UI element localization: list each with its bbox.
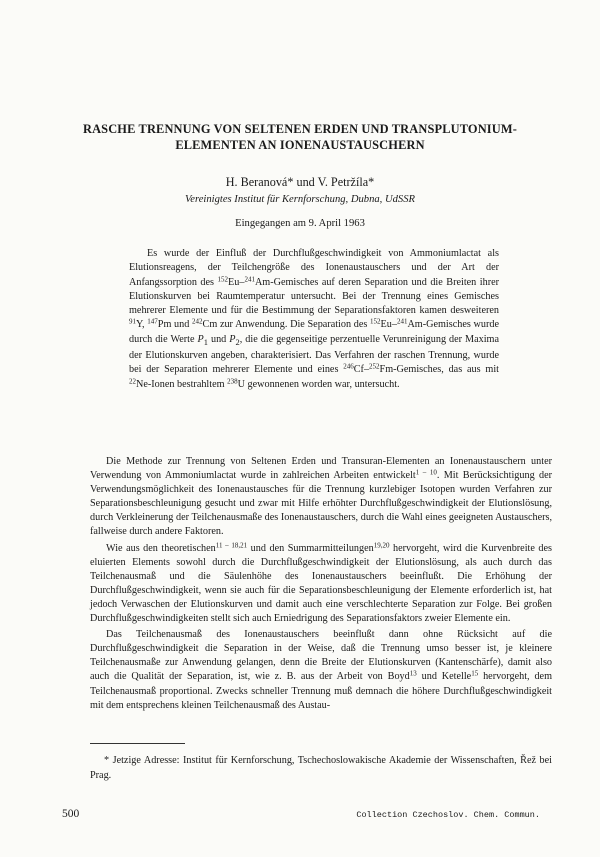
page-number: 500 — [62, 808, 80, 820]
received-date: Eingegangen am 9. April 1963 — [235, 218, 365, 229]
abstract-paragraph: Es wurde der Einfluß der Durchflußgeschwindigkeit von Ammoniumlactat als Elutionsreagens, der Teilchengröße des Ionenaustauschers und der Art der Anfangssorption des $^{152}$Eu–$^{241}$Am-Gemisches auf deren Separation und die Breiten ihrer Elutionskurven bei Raumtemperatur untersucht. Bei der Trennung eines Gemisches mehrerer Elemente und für die Bestimmung der Separationsfaktoren kamen desweiteren $^{91}$Y, $^{147}$Pm und $^{242}$Cm zur Anwendung. Die Separation des $^{152}$Eu–$^{241}$Am-Gemisches wurde durch die Werte $P_1$ und $P_2$, die die gegenseitige perzentuelle Verunreinigung der Maxima der Elutionskurven angeben, charakterisiert. Das Verfahren der raschen Trennung, wurde bei der Separation mehrerer Elemente und eines $^{246}$Cf–$^{252}$Fm-Gemisches, das aus mit $^{22}$Ne-Ionen bestrahltem $^{238}$U gewonnenen worden war, untersucht. — [129, 248, 500, 390]
author-affiliation: Vereinigtes Institut für Kernforschung, Dubna, UdSSR — [184, 194, 415, 205]
body-text — [90, 455, 552, 715]
body-paragraph-1: Die Methode zur Trennung von Seltenen Erden und Transuran-Elementen an Ionenaustauschern unter Verwendung von Ammoniumlactat wurde in zahlreichen Arbeiten entwickelt$^{1 - 10}$. Mit Berücksichtigung der Verwendungsmöglichkeit des Ionenaustausches für die Trennung kurzlebiger Isotopen wurden Verfahren zur Separationsbeschleunigung gesucht und zwar mit Hilfe erhöhter Durchflußgeschwindigkeit der Elutionslösung, durch Verkleinerung der Teilchenausmaße des Ionenaustauschers, durch die Wahl eines geeigneten Austauschers, fallweise durch andere Faktoren. — [90, 456, 553, 538]
body-paragraph-3: Das Teilchenausmaß des Ionenaustauschers beeinflußt dann ohne Rücksicht auf die Durchflußgeschwindigkeit die Separation in der Weise, daß die Trennung umso besser ist, je kleinere Teilchenausmaße zur Anwendung gelangen, denn die Breite der Elutionskurven (Kantenschärfe), damit also auch die Qualität der Separation, ist, wie z. B. aus der Arbeit von Boyd$^{13}$ und Ketelle$^{15}$ hervorgeht, dem Teilchenausmaß proportional. Zwecks schneller Trennung muß demnach die höhere Durchflußgeschwindigkeit mit dem entsprechens kleinen Teilchenausmaß des Austau- — [90, 629, 552, 711]
footnote-text: * Jetzige Adresse: Institut für Kernforschung, Tschechoslowakische Akademie der Wissenschaften, Řež bei Prag. — [90, 755, 552, 781]
body-paragraph-2: Wie aus den theoretischen$^{11 - 18,21}$ und den Summarmitteilungen$^{19,20}$ hervorgeht, wird die Kurvenbreite des eluierten Elements sowohl durch die Durchflußgeschwindigkeit der Elutionslösung, als auch durch das Teilchenausmaß und die Säulenhöhe des Ionenaustauschers beeinflußt. Die Erhöhung der Durchflußgeschwindigkeit, wenn sie auch für die Separationsbeschleunigung der Elemente erforderlich ist, hat jedoch Verwaschen der Elutionskurven und damit auch eine verschlechterte Separation zur Folge. Bei großen Durchflußgeschwindigkeiten stellt sich auch Erniedrigung des Separationsfaktors zweier Elemente ein. — [90, 541, 552, 625]
article-title: RASCHE TRENNUNG VON SELTENEN ERDEN UND TRANSPLUTONIUM-ELEMENTEN AN IONENAUSTAUSCHERN — [82, 122, 518, 152]
journal-name: Collection Czechoslov. Chem. Commun. — [356, 810, 540, 820]
article-authors: H. Beranová* und V. Petržíla* — [225, 175, 375, 189]
footnote-divider — [90, 743, 185, 744]
footnote — [90, 753, 552, 783]
abstract — [129, 247, 499, 392]
